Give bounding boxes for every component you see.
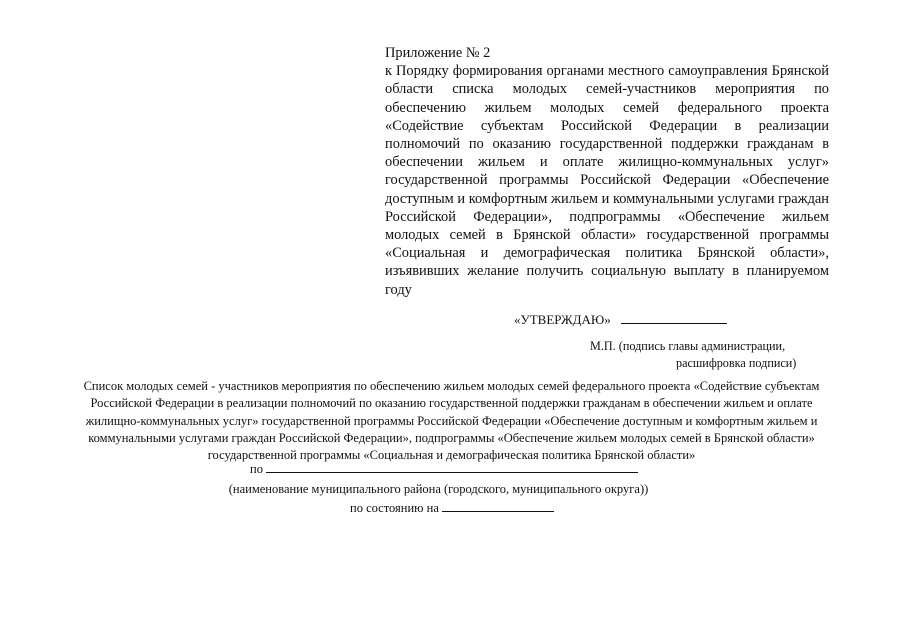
signature-note: [590, 338, 796, 371]
as-of-line: [350, 500, 554, 516]
list-title: [60, 378, 843, 464]
signature-blank: [621, 312, 727, 324]
appendix-title: Приложение № 2: [385, 45, 491, 61]
date-blank: [442, 500, 554, 512]
municipality-blank: [266, 462, 638, 473]
as-of-label: по состоянию на: [350, 501, 439, 515]
municipality-line: [250, 462, 638, 477]
appendix-text: к Порядку формирования органами местного самоуправления Брянской области списка молодых семей-участников мероприятия по обеспечению жильем молодых семей федерального проекта «Содействие субъектам Российской Федерации в реализации полномочий по оказанию государственной поддержки гражданам в обеспечении жильем и оплате жилищно-коммунальных услуг» государственной программы Российской Федерации «Обеспечение доступным и комфортным жильем и коммунальными услугами граждан Российской Федерации», подпрограммы «Обеспечение жильем молодых семей в Брянской области» государственной программы «Социальная и демографическая политика Брянской области», изъявивших желание получить социальную выплату в планируемом году: [385, 63, 829, 298]
municipality-note: (наименование муниципального района (городского, муниципального округа)): [228, 482, 649, 496]
appendix-block: [385, 44, 829, 299]
list-title-line: государственной программы «Социальная и демографическая политика Брянской области»: [207, 448, 696, 463]
list-title-line: жилищно-коммунальных услуг» государственной программы Российской Федерации «Обеспечение доступным и комфортным жильем и: [85, 413, 818, 428]
approval-line: [514, 312, 727, 328]
signature-note-line-1: (подпись главы администрации,: [618, 339, 786, 353]
signature-note-line-2: расшифровка подписи): [676, 355, 797, 370]
seal-label: М.П.: [590, 339, 616, 353]
list-title-line: Список молодых семей - участников мероприятия по обеспечению жильем молодых семей федерального проекта «Содействие субъектам: [83, 379, 820, 393]
list-title-line: Российской Федерации в реализации полномочий по оказанию государственной поддержки гражданам в обеспечении жильем и оплате: [90, 396, 813, 411]
by-label: по: [250, 462, 263, 476]
list-title-line: коммунальными услугами граждан Российской Федерации», подпрограммы «Обеспечение жильем молодых семей в Брянской области»: [88, 430, 815, 445]
approval-label: «УТВЕРЖДАЮ»: [514, 312, 611, 327]
